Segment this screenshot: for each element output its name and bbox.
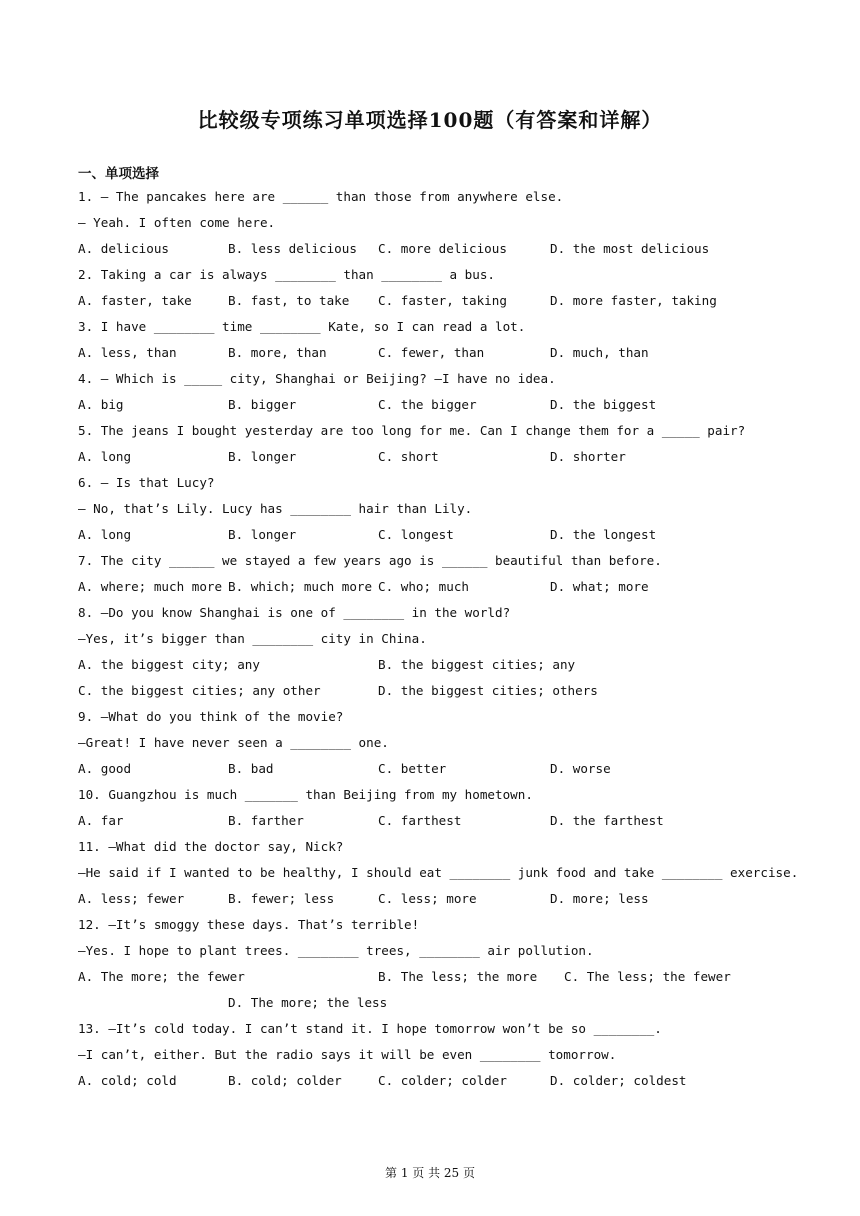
document-title: 比较级专项练习单项选择100题（有答案和详解） [197,108,663,132]
answer-option: A. where; much more [78,579,223,594]
options-row [78,808,798,834]
answer-option: D. colder; coldest [550,1073,687,1088]
question-item [78,262,798,314]
question-item [78,470,798,548]
answer-option: C. colder; colder [378,1073,507,1088]
question-text: 1. — The pancakes here are ______ than those from anywhere else. [78,189,564,204]
question-text: 7. The city ______ we stayed a few years ago is ______ beautiful than before. [78,553,662,568]
answer-option: A. big [78,397,124,412]
answer-option: D. much, than [550,345,649,360]
answer-option: B. cold; colder [228,1073,342,1088]
question-text: 6. — Is that Lucy? [78,475,215,490]
options-row [78,886,798,912]
answer-option: D. the biggest [550,397,657,412]
answer-option: D. the most delicious [550,241,710,256]
question-text: 8. —Do you know Shanghai is one of ________ in the world? [78,605,511,620]
section-heading: 一、单项选择 [78,166,159,182]
options-row [78,756,798,782]
question-list [78,184,798,1094]
options-row [78,990,798,1016]
answer-option: C. faster, taking [378,293,507,308]
answer-option: D. The more; the less [228,995,388,1010]
question-text: 9. —What do you think of the movie? [78,709,344,724]
answer-option: A. far [78,813,124,828]
answer-option: B. more, than [228,345,327,360]
answer-option: A. the biggest city; any [78,657,260,672]
question-item [78,184,798,262]
question-item [78,314,798,366]
answer-option: D. the farthest [550,813,664,828]
options-row [78,1068,798,1094]
answer-option: B. bigger [228,397,297,412]
options-row [78,392,798,418]
answer-option: C. The less; the fewer [564,969,731,984]
answer-option: B. the biggest cities; any [378,657,576,672]
question-text: — Yeah. I often come here. [78,215,276,230]
question-text: 3. I have ________ time ________ Kate, so I can read a lot. [78,319,526,334]
page-footer: 第 1 页 共 25 页 [385,1166,475,1180]
question-text: 4. — Which is _____ city, Shanghai or Beijing? —I have no idea. [78,371,556,386]
question-item [78,548,798,600]
answer-option: C. farthest [378,813,462,828]
answer-option: D. the biggest cities; others [378,683,598,698]
answer-option: A. delicious [78,241,169,256]
answer-option: A. cold; cold [78,1073,177,1088]
question-text: 12. —It’s smoggy these days. That’s terrible! [78,917,420,932]
answer-option: D. more; less [550,891,649,906]
answer-option: D. the longest [550,527,657,542]
answer-option: B. fast, to take [228,293,350,308]
options-row [78,652,798,678]
question-text: —Great! I have never seen a ________ one. [78,735,389,750]
answer-option: B. bad [228,761,274,776]
answer-option: A. less, than [78,345,177,360]
options-row [78,678,798,704]
answer-option: C. the bigger [378,397,477,412]
question-item [78,600,798,704]
options-row [78,574,798,600]
answer-option: D. shorter [550,449,626,464]
answer-option: C. more delicious [378,241,507,256]
answer-option: C. fewer, than [378,345,485,360]
answer-option: D. what; more [550,579,649,594]
question-item [78,782,798,834]
answer-option: A. good [78,761,132,776]
question-text: —Yes. I hope to plant trees. ________ trees, ________ air pollution. [78,943,594,958]
options-row [78,340,798,366]
answer-option: A. faster, take [78,293,192,308]
options-row [78,288,798,314]
answer-option: D. more faster, taking [550,293,717,308]
answer-option: D. worse [550,761,611,776]
question-text: 13. —It’s cold today. I can’t stand it. I hope tomorrow won’t be so ________. [78,1021,662,1036]
answer-option: B. The less; the more [378,969,538,984]
answer-option: A. less; fewer [78,891,185,906]
answer-option: C. better [378,761,447,776]
question-text: 10. Guangzhou is much _______ than Beijing from my hometown. [78,787,533,802]
answer-option: B. less delicious [228,241,357,256]
options-row [78,522,798,548]
question-text: 2. Taking a car is always ________ than ________ a bus. [78,267,496,282]
question-text: — No, that’s Lily. Lucy has ________ hair than Lily. [78,501,473,516]
question-item [78,834,798,912]
answer-option: B. longer [228,527,297,542]
answer-option: A. long [78,527,132,542]
question-item [78,366,798,418]
answer-option: B. which; much more [228,579,373,594]
answer-option: C. less; more [378,891,477,906]
question-text: —I can’t, either. But the radio says it will be even ________ tomorrow. [78,1047,617,1062]
question-text: 11. —What did the doctor say, Nick? [78,839,344,854]
answer-option: C. who; much [378,579,469,594]
question-text: —Yes, it’s bigger than ________ city in China. [78,631,427,646]
question-item [78,1016,798,1094]
answer-option: A. The more; the fewer [78,969,245,984]
question-item [78,418,798,470]
answer-option: C. longest [378,527,454,542]
answer-option: B. fewer; less [228,891,335,906]
answer-option: C. short [378,449,439,464]
options-row [78,444,798,470]
options-row [78,964,798,990]
question-item [78,704,798,782]
question-item [78,912,798,1016]
question-text: 5. The jeans I bought yesterday are too long for me. Can I change them for a _____ pair? [78,423,746,438]
answer-option: B. farther [228,813,304,828]
options-row [78,236,798,262]
answer-option: A. long [78,449,132,464]
question-text: —He said if I wanted to be healthy, I should eat ________ junk food and take ________ exercise. [78,865,799,880]
answer-option: B. longer [228,449,297,464]
answer-option: C. the biggest cities; any other [78,683,321,698]
